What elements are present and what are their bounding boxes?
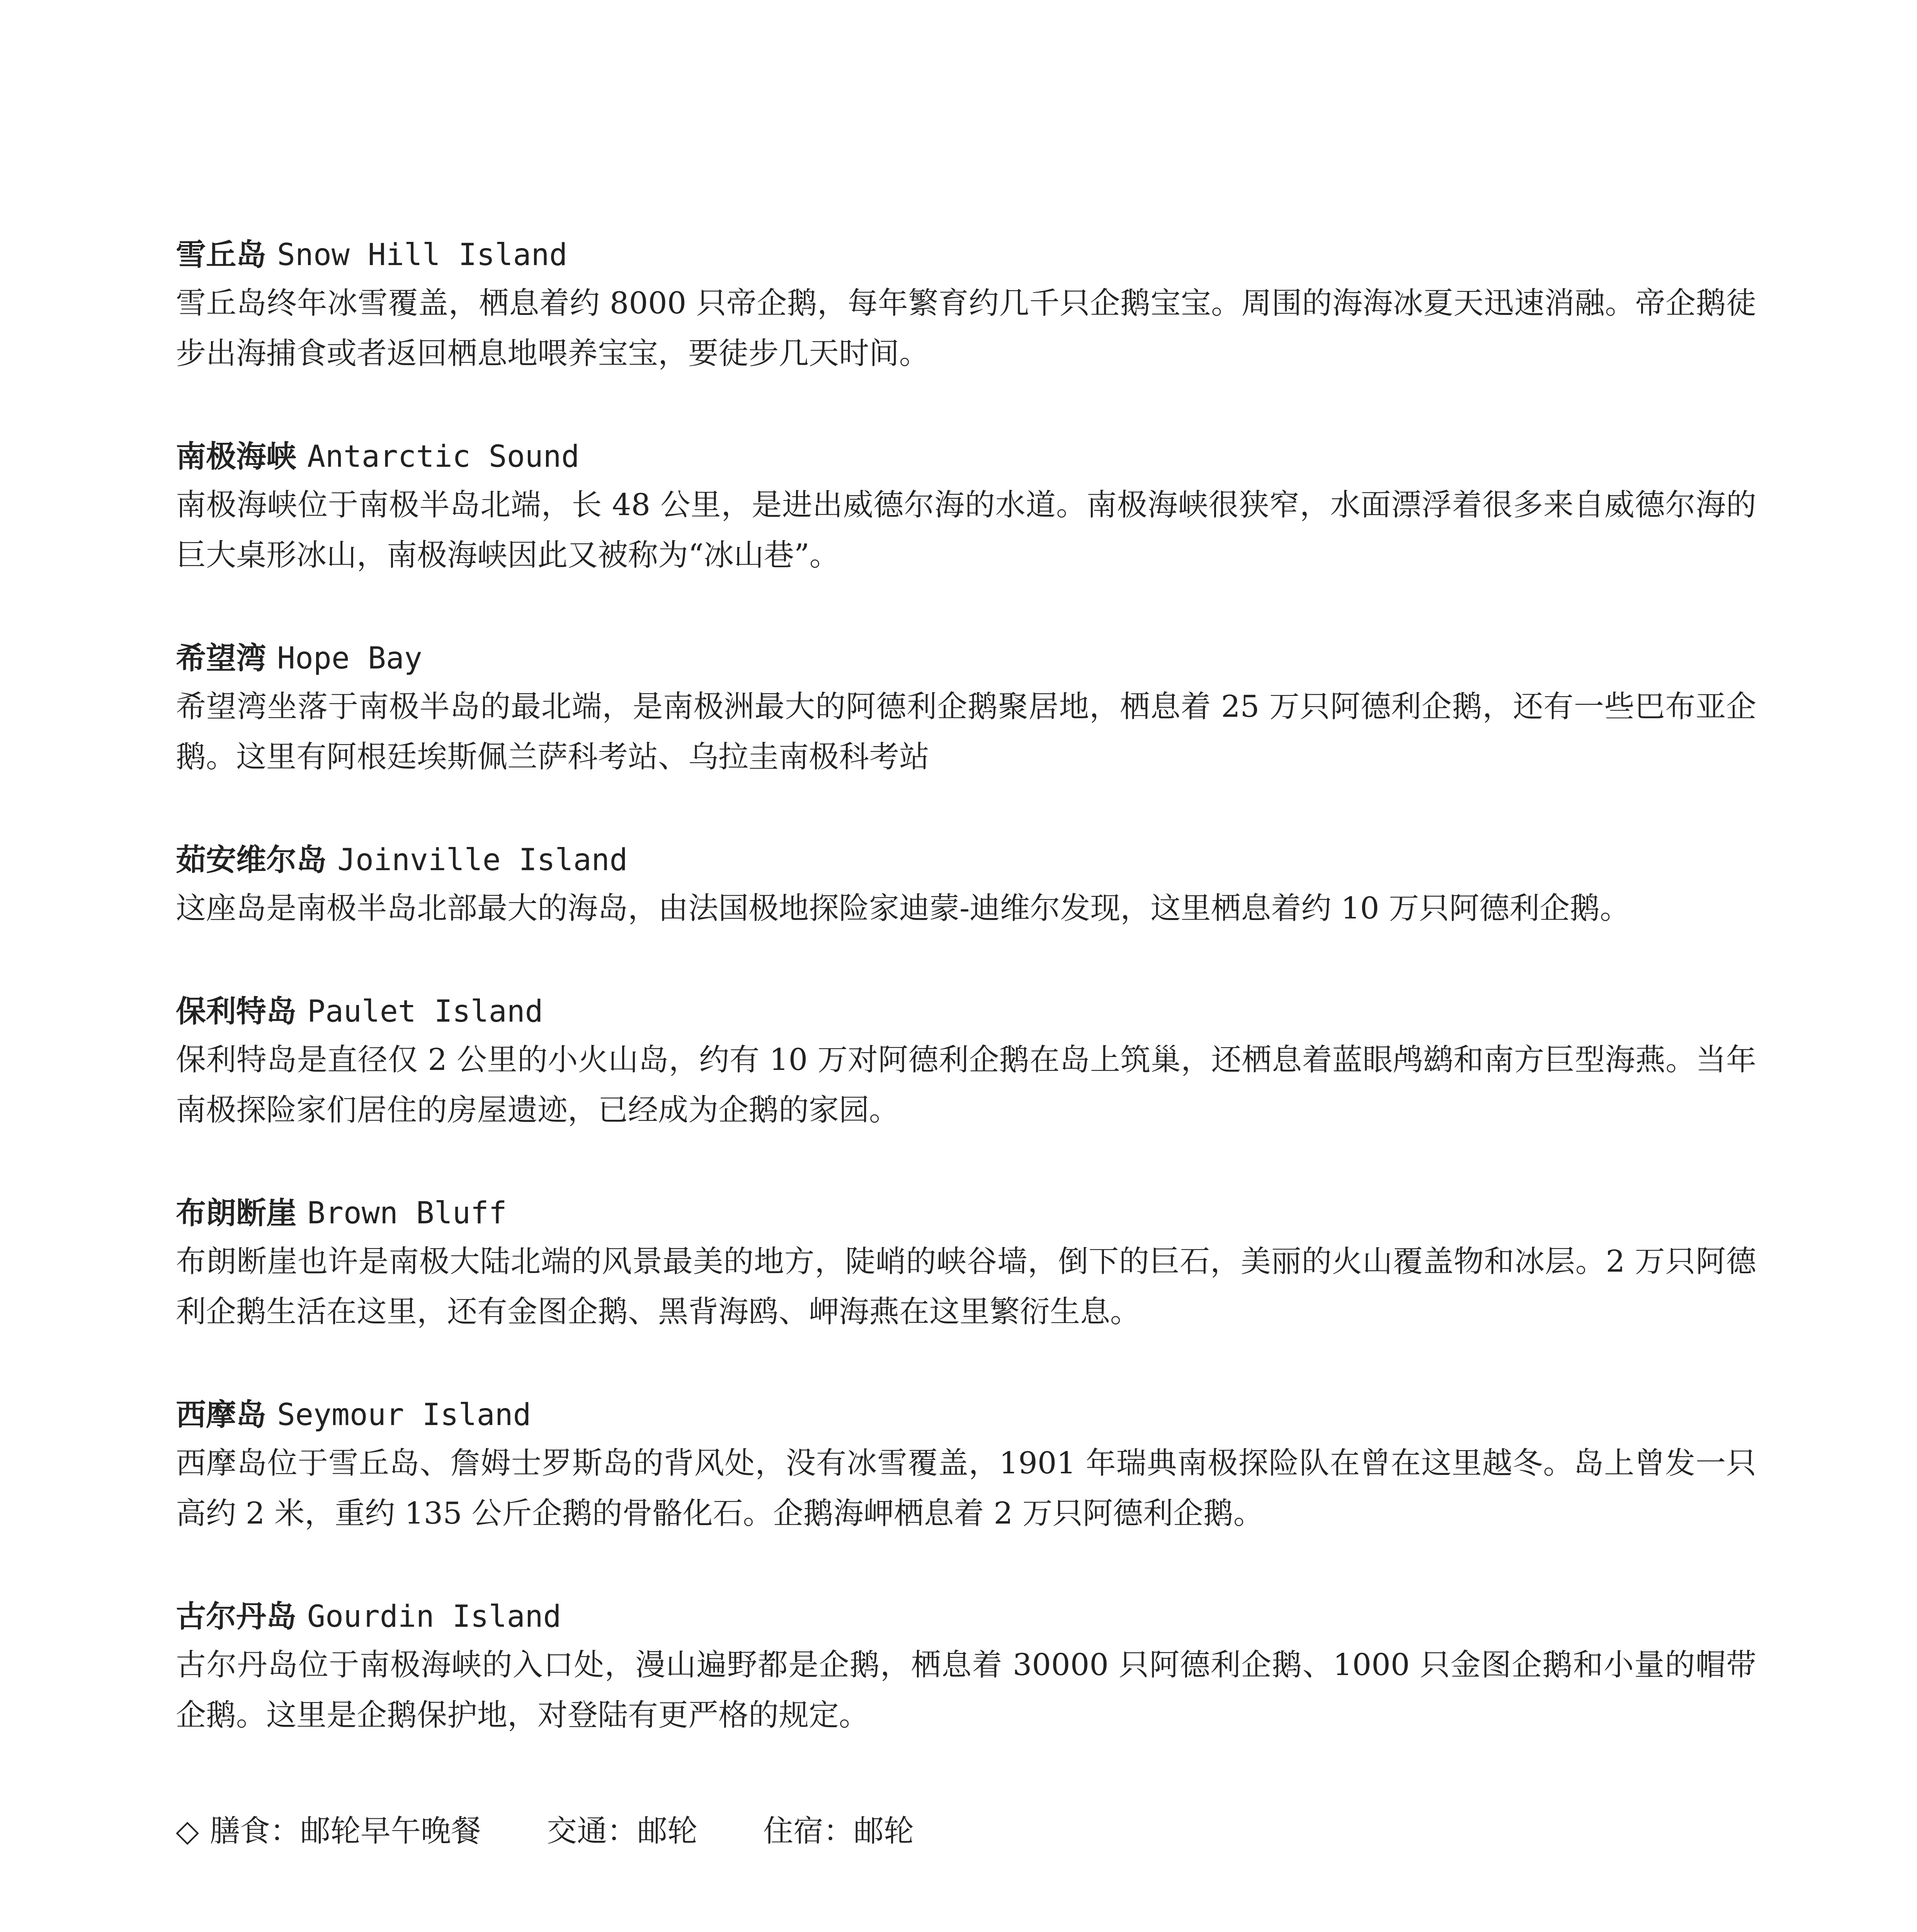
site-description: 古尔丹岛位于南极海峡的入口处，漫山遍野都是企鹅，栖息着 30000 只阿德利企鹅、1000 只金图企鹅和小量的帽带企鹅。这里是企鹅保护地，对登陆有更严格的规定。 (176, 1648, 1756, 1733)
site-name-cn: 南极海峡 (176, 439, 297, 474)
site-name-cn: 古尔丹岛 (176, 1599, 297, 1634)
site-name-en: Hope Bay (277, 641, 422, 676)
site-name-en: Joinville Island (337, 843, 628, 878)
site-title (176, 1392, 1756, 1438)
site-name-cn: 雪丘岛 (176, 238, 267, 272)
site-name-en: Paulet Island (307, 994, 543, 1029)
lodging-text: 住宿：邮轮 (763, 1814, 914, 1849)
site-name-cn: 布朗断崖 (176, 1196, 297, 1231)
site-name-cn: 保利特岛 (176, 994, 297, 1029)
landing-sites-list (176, 232, 1756, 1856)
site-name-en: Gourdin Island (307, 1599, 561, 1634)
site-description: 希望湾坐落于南极半岛的最北端，是南极洲最大的阿德利企鹅聚居地，栖息着 25 万只阿德利企鹅，还有一些巴布亚企鹅。这里有阿根廷埃斯佩兰萨科考站、乌拉圭南极科考站 (176, 689, 1756, 774)
site-section-antarctic-sound (176, 434, 1756, 580)
site-description: 南极海峡位于南极半岛北端，长 48 公里，是进出威德尔海的水道。南极海峡很狭窄，水面漂浮着很多来自威德尔海的巨大桌形冰山，南极海峡因此又被称为“冰山巷”。 (176, 488, 1756, 573)
site-title (176, 1594, 1756, 1640)
site-section-brown-bluff (176, 1190, 1756, 1337)
site-description: 这座岛是南极半岛北部最大的海岛，由法国极地探险家迪蒙-迪维尔发现，这里栖息着约 10 万只阿德利企鹅。 (176, 891, 1630, 926)
site-description: 西摩岛位于雪丘岛、詹姆士罗斯岛的背风处，没有冰雪覆盖，1901 年瑞典南极探险队在曾在这里越冬。岛上曾发一只高约 2 米，重约 135 公斤企鹅的骨骼化石。企鹅海岬栖息着 2 万只阿德利企鹅。 (176, 1446, 1756, 1531)
site-section-joinville-island (176, 837, 1756, 934)
site-section-seymour-island (176, 1392, 1756, 1539)
site-name-en: Snow Hill Island (277, 238, 568, 272)
site-title (176, 988, 1756, 1035)
site-title (176, 434, 1756, 480)
site-section-hope-bay (176, 635, 1756, 782)
site-title (176, 635, 1756, 682)
site-section-snow-hill (176, 232, 1756, 379)
site-name-en: Seymour Island (277, 1398, 531, 1432)
meals-info (176, 1806, 1756, 1856)
site-title (176, 232, 1756, 278)
diamond-icon: ◇ (176, 1814, 199, 1849)
site-description: 保利特岛是直径仅 2 公里的小火山岛，约有 10 万对阿德利企鹅在岛上筑巢，还栖息着蓝眼鸬鹚和南方巨型海燕。当年南极探险家们居住的房屋遗迹，已经成为企鹅的家园。 (176, 1043, 1756, 1128)
site-description: 雪丘岛终年冰雪覆盖，栖息着约 8000 只帝企鹅，每年繁育约几千只企鹅宝宝。周围的海海冰夏天迅速消融。帝企鹅徒步出海捕食或者返回栖息地喂养宝宝，要徒步几天时间。 (176, 286, 1756, 371)
site-name-cn: 希望湾 (176, 641, 267, 676)
site-title (176, 1190, 1756, 1236)
site-name-cn: 茹安维尔岛 (176, 843, 327, 878)
site-description: 布朗断崖也许是南极大陆北端的风景最美的地方，陡峭的峡谷墙，倒下的巨石，美丽的火山覆盖物和冰层。2 万只阿德利企鹅生活在这里，还有金图企鹅、黑背海鸥、岬海燕在这里繁衍生息。 (176, 1244, 1756, 1329)
site-title (176, 837, 1756, 883)
site-name-en: Brown Bluff (307, 1196, 507, 1231)
site-name-cn: 西摩岛 (176, 1398, 267, 1432)
site-section-paulet-island (176, 988, 1756, 1135)
transport-text: 交通：邮轮 (547, 1814, 698, 1849)
site-section-gourdin-island (176, 1594, 1756, 1740)
site-name-en: Antarctic Sound (307, 439, 580, 474)
meals-text: 膳食：邮轮早午晚餐 (210, 1814, 481, 1849)
